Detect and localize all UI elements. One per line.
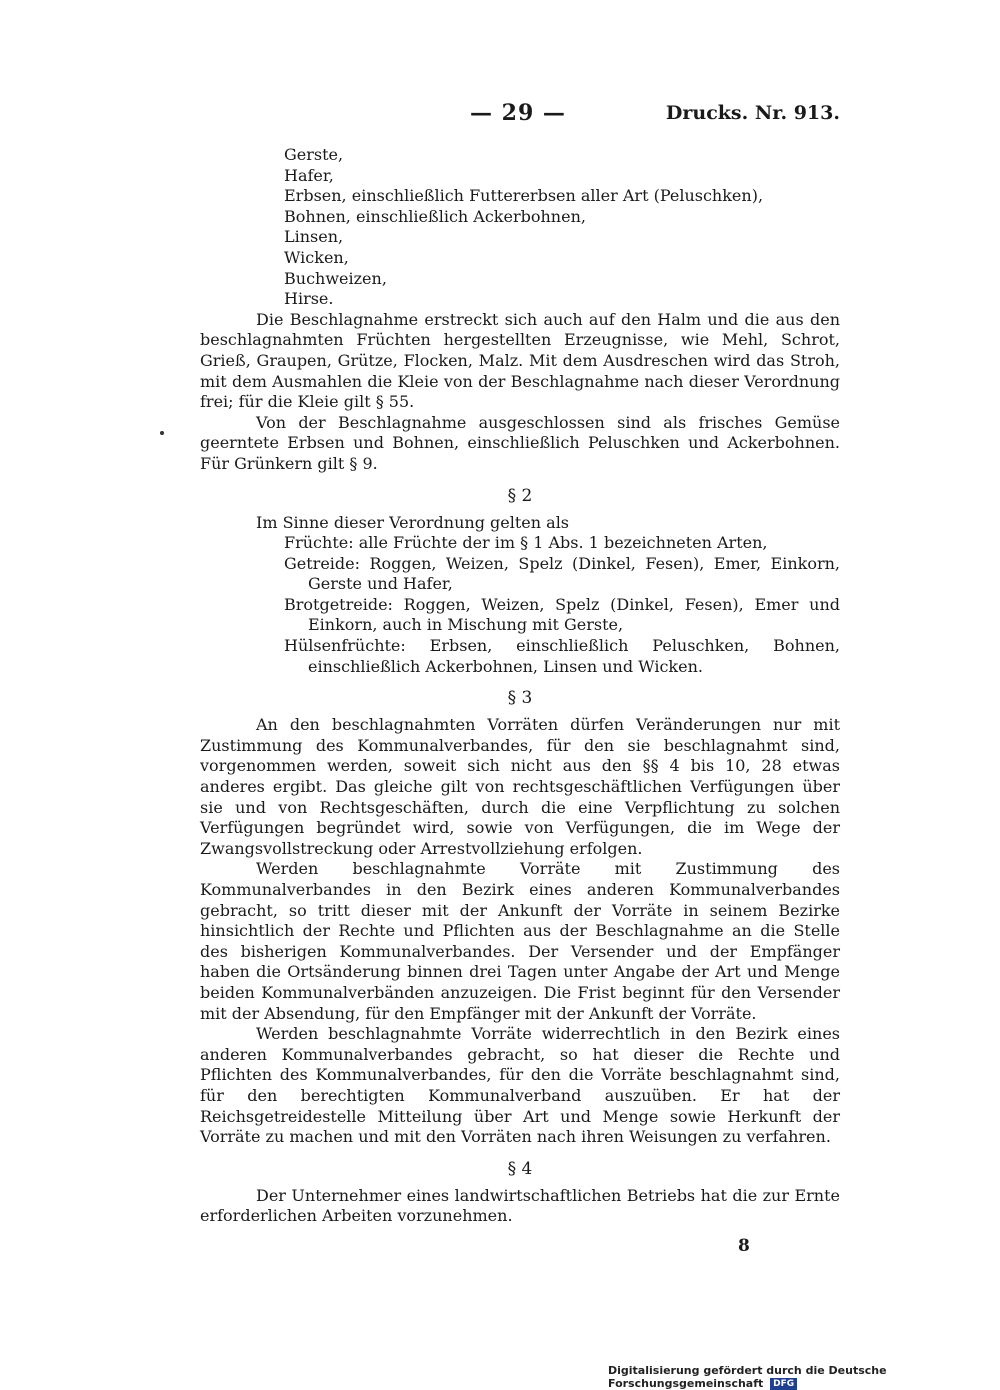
dfg-logo-icon: DFG — [770, 1378, 797, 1390]
section-heading: § 2 — [507, 485, 533, 506]
list-item: Buchweizen, — [284, 268, 387, 288]
definition-intro: Im Sinne dieser Verordnung gelten als — [256, 512, 570, 532]
list-item: Hirse. — [284, 289, 334, 309]
margin-mark — [160, 431, 164, 435]
list-item: Gerste, — [284, 145, 344, 164]
digitization-credit — [608, 1364, 1000, 1390]
paragraph: Werden beschlagnahmte Vorräte widerrechtlich in den Bezirk eines anderen Kommunalverbandes gebracht, so hat dieser die Rechte und Pflichten des Kommunalverbandes, für den die Vorräte beschlagnahmt sind, für den berechtigten Kommunalverband auszuüben. Er hat der Reichsgetreidestelle Mitteilung über Art und Menge sowie Herkunft der Vorräte zu machen und mit den Vorräten nach ihren Weisungen zu verfahren. — [200, 1024, 840, 1147]
paragraph: Von der Beschlagnahme ausgeschlossen sind als frisches Gemüse geerntete Erbsen und Bohnen, einschließlich Peluschken und Ackerbohnen. Für Grünkern gilt § 9. — [200, 412, 840, 473]
signature-mark: 8 — [738, 1236, 750, 1256]
definition-item: Hülsenfrüchte: Erbsen, einschließlich Peluschken, Bohnen, einschließlich Ackerbohnen, Linsen und Wicken. — [284, 636, 840, 676]
section-heading: § 4 — [507, 1158, 533, 1179]
credit-text: Digitalisierung gefördert durch die Deutsche Forschungsgemeinschaft — [608, 1364, 887, 1390]
document-reference: Drucks. Nr. 913. — [665, 102, 840, 124]
paragraph: An den beschlagnahmten Vorräten dürfen Veränderungen nur mit Zustimmung des Kommunalverbandes, für den sie beschlagnahmt sind, vorgenommen werden, soweit sich nicht aus den §§ 4 bis 10, 28 etwas anderes ergibt. Das gleiche gilt von rechtsgeschäftlichen Verfügungen über sie und von Rechtsgeschäften, durch die eine Verpflichtung zu solchen Verfügungen begründet wird, sowie von Verfügungen, die im Wege der Zwangsvollstreckung oder Arrestvollziehung erfolgen. — [200, 715, 840, 858]
paragraph: Der Unternehmer eines landwirtschaftlichen Betriebs hat die zur Ernte erforderlichen Arbeiten vorzunehmen. — [200, 1185, 840, 1226]
grain-list — [284, 145, 840, 310]
list-item: Bohnen, einschließlich Ackerbohnen, — [284, 206, 586, 226]
list-item: Linsen, — [284, 227, 344, 247]
document-body — [200, 145, 840, 1227]
definition-item: Getreide: Roggen, Weizen, Spelz (Dinkel, Fesen), Emer, Einkorn, Gerste und Hafer, — [284, 553, 840, 594]
list-item: Erbsen, einschließlich Futtererbsen aller Art (Peluschken), — [284, 186, 764, 206]
page-number: — 29 — — [470, 100, 566, 126]
list-item: Wicken, — [284, 247, 349, 267]
paragraph: Werden beschlagnahmte Vorräte mit Zustimmung des Kommunalverbandes in den Bezirk eines anderen Kommunalverbandes gebracht, so tritt dieser mit der Ankunft der Vorräte in seinem Bezirke hinsichtlich der Rechte und Pflichten aus der Beschlagnahme an die Stelle des bisherigen Kommunalverbandes. Der Versender und der Empfänger haben die Ortsänderung binnen drei Tagen unter Angabe der Art und Menge beiden Kommunalverbänden anzuzeigen. Die Frist beginnt für den Versender mit der Absendung, für den Empfänger mit der Ankunft der Vorräte. — [200, 859, 840, 1023]
definition-item: Brotgetreide: Roggen, Weizen, Spelz (Dinkel, Fesen), Emer und Einkorn, auch in Mischung mit Gerste, — [284, 594, 840, 635]
section-heading: § 3 — [507, 688, 533, 709]
definition-item: Früchte: alle Früchte der im § 1 Abs. 1 bezeichneten Arten, — [284, 533, 768, 553]
list-item: Hafer, — [284, 165, 334, 185]
page-header — [200, 100, 840, 130]
paragraph: Die Beschlagnahme erstreckt sich auch auf den Halm und die aus den beschlagnahmten Früchten hergestellten Erzeugnisse, wie Mehl, Schrot, Grieß, Graupen, Grütze, Flocken, Malz. Mit dem Ausdreschen wird das Stroh, mit dem Ausmahlen die Kleie von der Beschlagnahme nach dieser Verordnung frei; für die Kleie gilt § 55. — [200, 309, 840, 412]
